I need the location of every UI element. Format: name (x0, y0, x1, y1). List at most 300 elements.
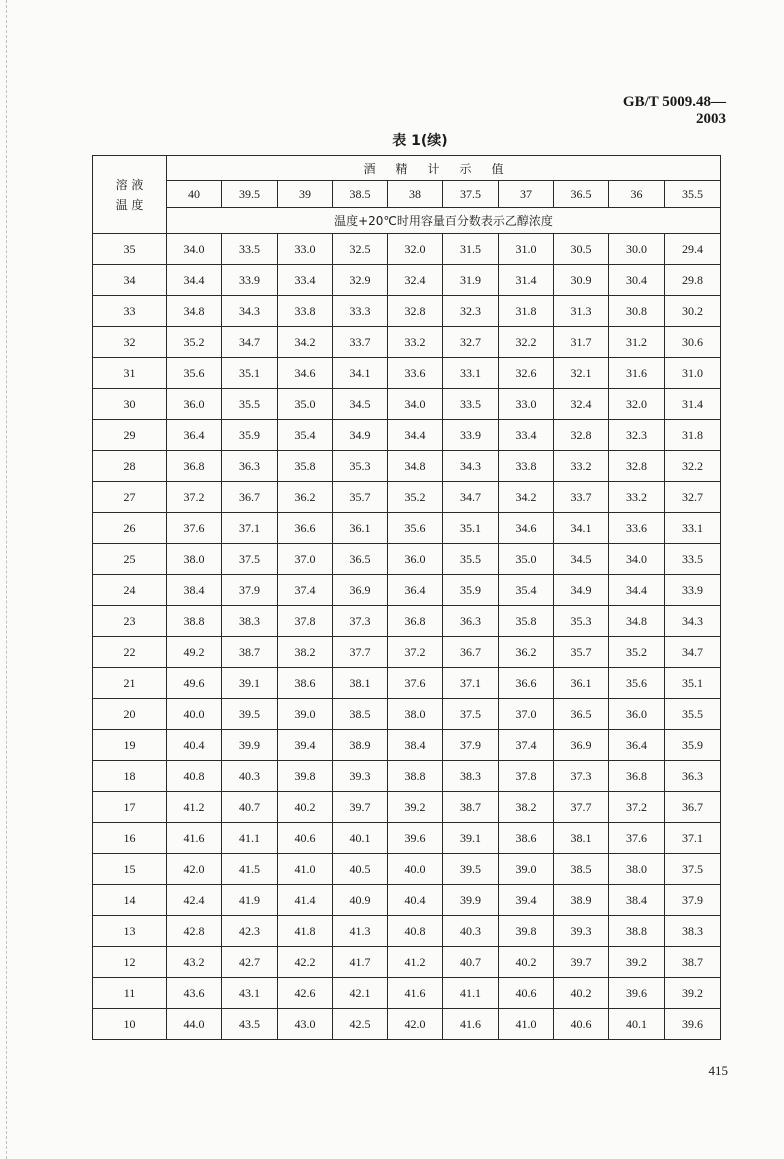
value-cell: 42.7 (222, 947, 278, 978)
table-row (93, 451, 721, 482)
value-cell: 33.3 (333, 296, 388, 327)
value-cell: 33.8 (499, 451, 554, 482)
value-cell: 38.0 (167, 544, 222, 575)
value-cell: 38.8 (609, 916, 665, 947)
value-cell: 37.6 (609, 823, 665, 854)
table-row (93, 327, 721, 358)
value-cell: 33.5 (665, 544, 721, 575)
value-cell: 37.3 (554, 761, 609, 792)
table-row (93, 513, 721, 544)
value-cell: 34.3 (443, 451, 499, 482)
value-cell: 41.2 (388, 947, 443, 978)
value-cell: 34.2 (278, 327, 333, 358)
value-cell: 37.1 (222, 513, 278, 544)
value-cell: 43.5 (222, 1009, 278, 1040)
temperature-cell: 31 (93, 358, 167, 389)
value-cell: 38.6 (278, 668, 333, 699)
temperature-cell: 10 (93, 1009, 167, 1040)
temperature-cell: 34 (93, 265, 167, 296)
value-cell: 33.1 (665, 513, 721, 544)
value-cell: 33.6 (609, 513, 665, 544)
value-cell: 35.6 (609, 668, 665, 699)
table-row (93, 637, 721, 668)
table-row (93, 265, 721, 296)
value-cell: 36.8 (609, 761, 665, 792)
value-cell: 40.5 (333, 854, 388, 885)
value-cell: 41.6 (443, 1009, 499, 1040)
value-cell: 33.5 (222, 234, 278, 265)
value-cell: 35.0 (278, 389, 333, 420)
value-cell: 36.4 (609, 730, 665, 761)
value-cell: 38.3 (222, 606, 278, 637)
value-cell: 42.8 (167, 916, 222, 947)
value-cell: 39.8 (499, 916, 554, 947)
value-cell: 44.0 (167, 1009, 222, 1040)
temperature-cell: 20 (93, 699, 167, 730)
value-cell: 37.4 (499, 730, 554, 761)
value-cell: 33.6 (388, 358, 443, 389)
value-cell: 49.2 (167, 637, 222, 668)
value-cell: 40.7 (443, 947, 499, 978)
temperature-cell: 26 (93, 513, 167, 544)
value-cell: 35.0 (499, 544, 554, 575)
value-cell: 39.6 (609, 978, 665, 1009)
value-cell: 33.7 (554, 482, 609, 513)
temperature-cell: 11 (93, 978, 167, 1009)
value-cell: 39.2 (388, 792, 443, 823)
temperature-cell: 17 (93, 792, 167, 823)
temperature-header-line1: 溶 液 (115, 177, 144, 192)
value-cell: 42.6 (278, 978, 333, 1009)
value-cell: 31.3 (554, 296, 609, 327)
table-row (93, 575, 721, 606)
column-header: 36 (609, 181, 665, 208)
value-cell: 42.1 (333, 978, 388, 1009)
value-cell: 30.4 (609, 265, 665, 296)
value-cell: 31.8 (665, 420, 721, 451)
value-cell: 36.2 (499, 637, 554, 668)
value-cell: 33.0 (278, 234, 333, 265)
value-cell: 43.6 (167, 978, 222, 1009)
value-cell: 38.7 (222, 637, 278, 668)
table-row (93, 668, 721, 699)
table-row (93, 1009, 721, 1040)
value-cell: 36.4 (388, 575, 443, 606)
value-cell: 34.3 (222, 296, 278, 327)
value-cell: 36.2 (278, 482, 333, 513)
table-row (93, 358, 721, 389)
value-cell: 40.6 (278, 823, 333, 854)
value-cell: 31.4 (665, 389, 721, 420)
value-cell: 36.0 (609, 699, 665, 730)
value-cell: 38.5 (554, 854, 609, 885)
value-cell: 34.1 (333, 358, 388, 389)
value-cell: 35.9 (665, 730, 721, 761)
value-cell: 41.8 (278, 916, 333, 947)
value-cell: 39.6 (388, 823, 443, 854)
value-cell: 38.0 (388, 699, 443, 730)
value-cell: 37.9 (222, 575, 278, 606)
value-cell: 38.9 (554, 885, 609, 916)
value-cell: 39.0 (278, 699, 333, 730)
value-cell: 34.9 (333, 420, 388, 451)
value-cell: 31.0 (665, 358, 721, 389)
meter-reading-header: 酒精计示值 (167, 156, 721, 181)
value-cell: 42.0 (167, 854, 222, 885)
value-cell: 41.6 (167, 823, 222, 854)
value-cell: 36.4 (167, 420, 222, 451)
value-cell: 40.4 (388, 885, 443, 916)
value-cell: 31.0 (499, 234, 554, 265)
value-cell: 38.7 (443, 792, 499, 823)
value-cell: 38.8 (388, 761, 443, 792)
temperature-cell: 29 (93, 420, 167, 451)
value-cell: 36.5 (554, 699, 609, 730)
value-cell: 35.7 (554, 637, 609, 668)
value-cell: 40.7 (222, 792, 278, 823)
value-cell: 42.5 (333, 1009, 388, 1040)
table-row (93, 699, 721, 730)
value-cell: 38.0 (609, 854, 665, 885)
temperature-cell: 13 (93, 916, 167, 947)
value-cell: 40.0 (388, 854, 443, 885)
value-cell: 37.2 (609, 792, 665, 823)
value-cell: 34.8 (167, 296, 222, 327)
value-cell: 38.2 (499, 792, 554, 823)
temperature-cell: 35 (93, 234, 167, 265)
column-header: 40 (167, 181, 222, 208)
value-cell: 35.9 (222, 420, 278, 451)
value-cell: 39.4 (278, 730, 333, 761)
value-cell: 37.1 (665, 823, 721, 854)
value-cell: 43.1 (222, 978, 278, 1009)
value-cell: 38.4 (388, 730, 443, 761)
value-cell: 40.0 (167, 699, 222, 730)
value-cell: 39.5 (222, 699, 278, 730)
value-cell: 41.5 (222, 854, 278, 885)
column-header: 37.5 (443, 181, 499, 208)
temperature-cell: 22 (93, 637, 167, 668)
temperature-cell: 30 (93, 389, 167, 420)
value-cell: 39.7 (333, 792, 388, 823)
value-cell: 39.4 (499, 885, 554, 916)
value-cell: 33.2 (554, 451, 609, 482)
value-cell: 37.7 (554, 792, 609, 823)
value-cell: 37.5 (665, 854, 721, 885)
value-cell: 36.0 (388, 544, 443, 575)
value-cell: 30.6 (665, 327, 721, 358)
value-cell: 35.5 (443, 544, 499, 575)
table-row (93, 606, 721, 637)
temperature-cell: 27 (93, 482, 167, 513)
value-cell: 41.1 (443, 978, 499, 1009)
value-cell: 41.0 (278, 854, 333, 885)
value-cell: 32.7 (443, 327, 499, 358)
value-cell: 35.2 (167, 327, 222, 358)
table-row (93, 482, 721, 513)
value-cell: 30.2 (665, 296, 721, 327)
table-row (93, 544, 721, 575)
value-cell: 37.9 (443, 730, 499, 761)
value-cell: 38.3 (665, 916, 721, 947)
value-cell: 41.1 (222, 823, 278, 854)
value-cell: 35.8 (499, 606, 554, 637)
value-cell: 35.7 (333, 482, 388, 513)
value-cell: 39.8 (278, 761, 333, 792)
temperature-header-line2: 温 度 (115, 197, 144, 212)
value-cell: 34.0 (609, 544, 665, 575)
value-cell: 31.9 (443, 265, 499, 296)
value-cell: 36.5 (333, 544, 388, 575)
value-cell: 34.3 (665, 606, 721, 637)
value-cell: 31.2 (609, 327, 665, 358)
value-cell: 33.5 (443, 389, 499, 420)
temperature-cell: 18 (93, 761, 167, 792)
table-row (93, 296, 721, 327)
value-cell: 32.0 (388, 234, 443, 265)
value-cell: 39.3 (554, 916, 609, 947)
value-cell: 36.3 (222, 451, 278, 482)
value-cell: 42.4 (167, 885, 222, 916)
value-cell: 37.5 (443, 699, 499, 730)
value-cell: 38.2 (278, 637, 333, 668)
value-cell: 35.3 (554, 606, 609, 637)
value-cell: 40.8 (388, 916, 443, 947)
value-cell: 34.5 (333, 389, 388, 420)
value-cell: 41.6 (388, 978, 443, 1009)
value-cell: 31.4 (499, 265, 554, 296)
value-cell: 37.8 (278, 606, 333, 637)
value-cell: 38.1 (333, 668, 388, 699)
column-header: 35.5 (665, 181, 721, 208)
value-cell: 36.3 (665, 761, 721, 792)
table-row (93, 761, 721, 792)
value-cell: 31.7 (554, 327, 609, 358)
value-cell: 36.3 (443, 606, 499, 637)
table-row (93, 234, 721, 265)
value-cell: 35.5 (665, 699, 721, 730)
table-row (93, 730, 721, 761)
table-row (93, 792, 721, 823)
value-cell: 35.4 (499, 575, 554, 606)
value-cell: 39.7 (554, 947, 609, 978)
value-cell: 35.4 (278, 420, 333, 451)
value-cell: 32.1 (554, 358, 609, 389)
value-cell: 39.5 (443, 854, 499, 885)
value-cell: 34.1 (554, 513, 609, 544)
value-cell: 43.0 (278, 1009, 333, 1040)
value-cell: 30.9 (554, 265, 609, 296)
value-cell: 32.7 (665, 482, 721, 513)
value-cell: 37.2 (388, 637, 443, 668)
value-cell: 38.9 (333, 730, 388, 761)
value-cell: 40.2 (278, 792, 333, 823)
value-cell: 35.3 (333, 451, 388, 482)
value-cell: 37.7 (333, 637, 388, 668)
value-cell: 37.6 (167, 513, 222, 544)
value-cell: 40.3 (222, 761, 278, 792)
value-cell: 40.6 (554, 1009, 609, 1040)
value-cell: 39.2 (609, 947, 665, 978)
value-cell: 36.7 (443, 637, 499, 668)
value-cell: 36.8 (388, 606, 443, 637)
value-cell: 34.6 (278, 358, 333, 389)
temperature-cell: 23 (93, 606, 167, 637)
value-cell: 40.1 (333, 823, 388, 854)
value-cell: 37.1 (443, 668, 499, 699)
value-cell: 34.7 (443, 482, 499, 513)
value-cell: 41.7 (333, 947, 388, 978)
value-cell: 35.9 (443, 575, 499, 606)
value-cell: 35.1 (222, 358, 278, 389)
value-cell: 36.6 (499, 668, 554, 699)
value-cell: 38.1 (554, 823, 609, 854)
value-cell: 36.7 (665, 792, 721, 823)
table-row (93, 916, 721, 947)
value-cell: 34.8 (388, 451, 443, 482)
value-cell: 37.8 (499, 761, 554, 792)
temperature-cell: 16 (93, 823, 167, 854)
value-cell: 40.4 (167, 730, 222, 761)
value-cell: 38.6 (499, 823, 554, 854)
temperature-cell: 24 (93, 575, 167, 606)
value-cell: 37.5 (222, 544, 278, 575)
value-cell: 29.8 (665, 265, 721, 296)
value-cell: 32.9 (333, 265, 388, 296)
value-cell: 31.5 (443, 234, 499, 265)
value-cell: 41.3 (333, 916, 388, 947)
value-cell: 38.4 (609, 885, 665, 916)
value-cell: 40.9 (333, 885, 388, 916)
value-cell: 36.0 (167, 389, 222, 420)
value-cell: 31.8 (499, 296, 554, 327)
temperature-cell: 28 (93, 451, 167, 482)
value-cell: 41.2 (167, 792, 222, 823)
value-cell: 36.6 (278, 513, 333, 544)
table-row (93, 389, 721, 420)
standard-code: GB/T 5009.48—2003 (622, 94, 726, 127)
value-cell: 31.6 (609, 358, 665, 389)
value-cell: 32.3 (443, 296, 499, 327)
column-header: 38 (388, 181, 443, 208)
column-header: 39 (278, 181, 333, 208)
value-cell: 38.7 (665, 947, 721, 978)
table-row (93, 823, 721, 854)
value-cell: 33.0 (499, 389, 554, 420)
value-cell: 30.5 (554, 234, 609, 265)
value-cell: 35.1 (665, 668, 721, 699)
value-cell: 38.8 (167, 606, 222, 637)
value-cell: 32.4 (388, 265, 443, 296)
value-cell: 40.1 (609, 1009, 665, 1040)
value-cell: 36.9 (554, 730, 609, 761)
value-cell: 33.7 (333, 327, 388, 358)
value-cell: 37.6 (388, 668, 443, 699)
value-cell: 36.8 (167, 451, 222, 482)
value-cell: 39.2 (665, 978, 721, 1009)
value-cell: 30.0 (609, 234, 665, 265)
value-cell: 37.9 (665, 885, 721, 916)
value-cell: 34.9 (554, 575, 609, 606)
value-cell: 43.2 (167, 947, 222, 978)
value-cell: 39.3 (333, 761, 388, 792)
value-cell: 40.8 (167, 761, 222, 792)
value-cell: 34.0 (388, 389, 443, 420)
value-cell: 33.1 (443, 358, 499, 389)
value-cell: 34.8 (609, 606, 665, 637)
page-number: 415 (708, 1063, 728, 1078)
table-row (93, 854, 721, 885)
temperature-cell: 21 (93, 668, 167, 699)
value-cell: 34.6 (499, 513, 554, 544)
value-cell: 32.8 (388, 296, 443, 327)
value-cell: 34.7 (222, 327, 278, 358)
value-cell: 38.3 (443, 761, 499, 792)
value-cell: 30.8 (609, 296, 665, 327)
table-title: 表 1(续) (392, 133, 448, 149)
temperature-cell: 15 (93, 854, 167, 885)
value-cell: 33.2 (388, 327, 443, 358)
temperature-cell: 14 (93, 885, 167, 916)
value-cell: 36.1 (333, 513, 388, 544)
value-cell: 40.6 (499, 978, 554, 1009)
value-cell: 37.4 (278, 575, 333, 606)
value-cell: 35.2 (388, 482, 443, 513)
temperature-header (93, 156, 167, 234)
value-cell: 34.4 (167, 265, 222, 296)
value-cell: 33.9 (665, 575, 721, 606)
value-cell: 36.7 (222, 482, 278, 513)
value-cell: 35.6 (167, 358, 222, 389)
value-cell: 40.2 (499, 947, 554, 978)
temperature-cell: 25 (93, 544, 167, 575)
column-header: 36.5 (554, 181, 609, 208)
column-header: 37 (499, 181, 554, 208)
value-cell: 34.4 (388, 420, 443, 451)
binding-margin-line (6, 0, 8, 1159)
value-cell: 40.3 (443, 916, 499, 947)
value-cell: 32.8 (609, 451, 665, 482)
value-cell: 36.9 (333, 575, 388, 606)
value-cell: 29.4 (665, 234, 721, 265)
table-row (93, 420, 721, 451)
value-cell: 39.9 (222, 730, 278, 761)
value-cell: 36.1 (554, 668, 609, 699)
value-cell: 34.0 (167, 234, 222, 265)
temperature-cell: 32 (93, 327, 167, 358)
value-cell: 32.3 (609, 420, 665, 451)
value-cell: 33.9 (443, 420, 499, 451)
value-cell: 38.5 (333, 699, 388, 730)
value-cell: 39.9 (443, 885, 499, 916)
value-cell: 37.3 (333, 606, 388, 637)
value-cell: 35.6 (388, 513, 443, 544)
value-cell: 33.4 (499, 420, 554, 451)
value-cell: 34.5 (554, 544, 609, 575)
value-cell: 35.5 (222, 389, 278, 420)
value-cell: 32.5 (333, 234, 388, 265)
value-cell: 35.2 (609, 637, 665, 668)
table-body (93, 234, 721, 1040)
value-cell: 32.4 (554, 389, 609, 420)
temperature-cell: 12 (93, 947, 167, 978)
value-cell: 37.2 (167, 482, 222, 513)
concentration-subheader: 温度+20℃时用容量百分数表示乙醇浓度 (167, 208, 721, 234)
value-cell: 42.0 (388, 1009, 443, 1040)
value-cell: 35.8 (278, 451, 333, 482)
value-cell: 33.4 (278, 265, 333, 296)
value-cell: 32.8 (554, 420, 609, 451)
